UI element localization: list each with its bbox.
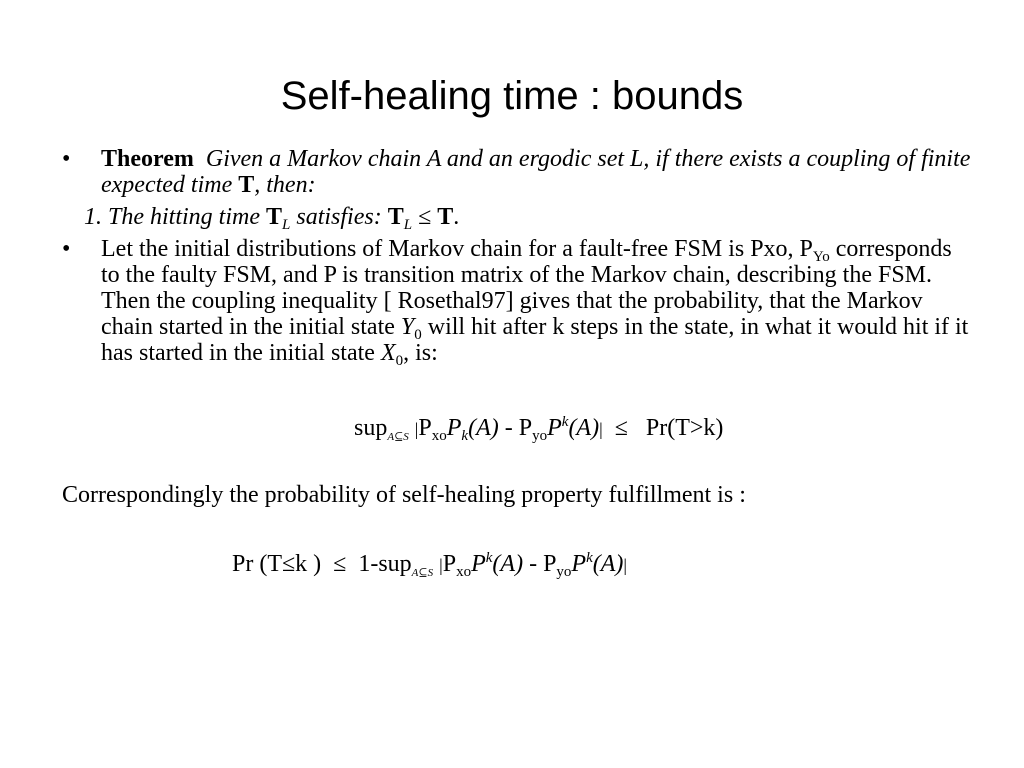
theorem-bullet [62, 146, 972, 198]
theorem-text: Given a Markov chain A and an ergodic set L, if there exists a coupling of finite expected time T, then: [101, 146, 971, 198]
theorem-label: Theorem [101, 146, 194, 172]
bullet-marker: • [62, 146, 71, 172]
coupling-inequality: sup$_{A⊆S}$ $|P_{xo}P_k(A) - P_{yo}P^k(A)| \le Pr(T>k)$ [354, 414, 724, 444]
bullet-marker: • [62, 236, 71, 262]
slide-body [62, 146, 972, 369]
self-healing-bound: Pr (T≤k ) ≤ 1-sup$_{A⊆S}$ $|P_{xo}P^k(A) - P_{yo}P^k(A)|$ [232, 550, 628, 580]
slide-title: Self-healing time : bounds [280, 74, 744, 118]
item-1: 1. The hitting time $T_L$ satisfies: $T_L \le T$. [84, 204, 460, 233]
coupling-bullet: • Let the initial distributions of Markov chain for a fault-free FSM is Pxo, $P_{Yo}$ corresponds to the faulty FSM, and P is transition matrix of the Markov chain, describing the FSM. Then the coupling inequality [ Rosethal97] gives that the probability, that the Markov chain started in the initial state $Y_0$ will hit after k steps in the state, in what it would hit if it has started in the initial state $X_0$, is: [62, 236, 969, 369]
correspondingly-text: Correspondingly the probability of self-healing property fulfillment is : [62, 482, 746, 508]
